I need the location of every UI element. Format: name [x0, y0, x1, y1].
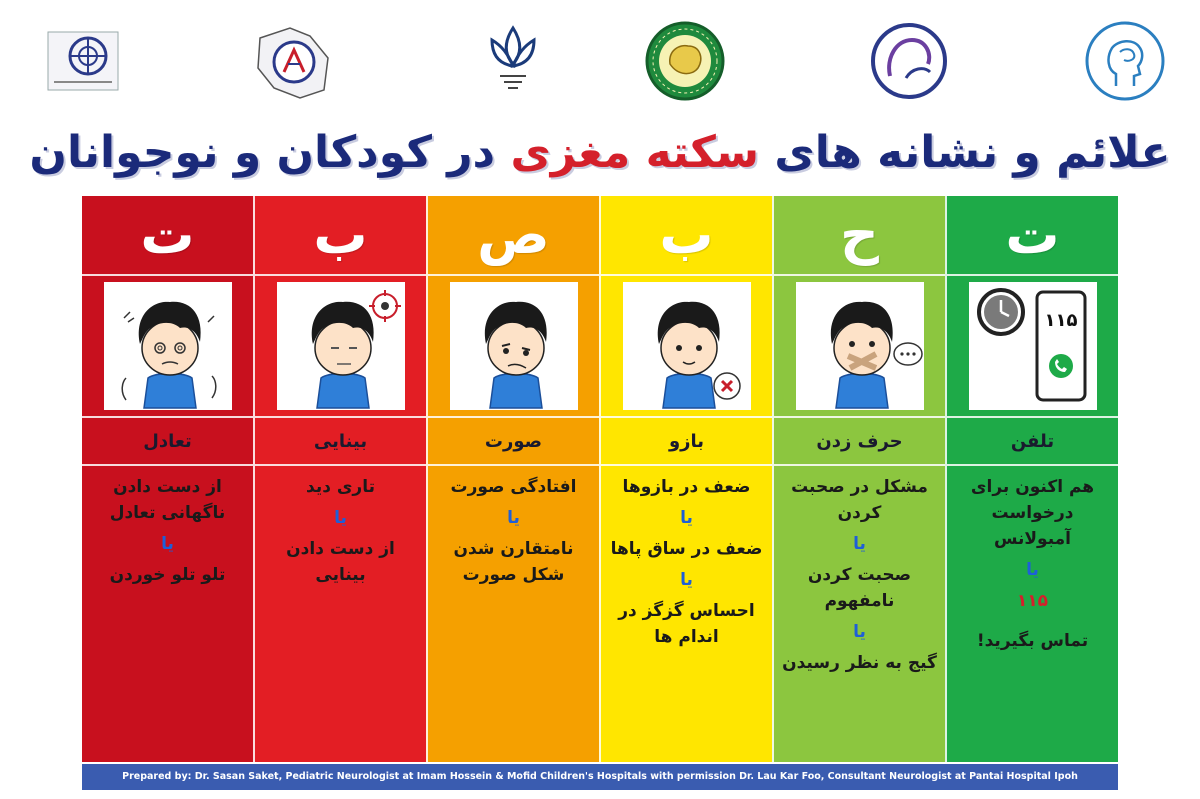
column-letter: ح	[840, 203, 879, 266]
symptom-column	[945, 196, 1118, 762]
logo-strip	[0, 8, 1200, 118]
title-highlight: سکته مغزی	[510, 127, 760, 178]
droopy-face-child-icon	[450, 282, 578, 410]
symptom-line: مشکل در صحبت	[791, 477, 928, 497]
symptom-column	[772, 196, 945, 762]
heading-cell	[255, 418, 426, 466]
letter-cell	[255, 196, 426, 276]
symptom-line: تلو تلو خوردن	[109, 565, 226, 585]
symptom-text	[428, 466, 599, 588]
credits-footer: Prepared by: Dr. Sasan Saket, Pediatric Neurologist at Imam Hossein & Mofid Children's Hospitals with permission Dr. Lau Kar Foo, Consultant Neurologist at Pantai Hospital Ipoh	[82, 764, 1118, 790]
blurry-vision-child-icon	[277, 282, 405, 410]
column-letter: ب	[313, 203, 368, 266]
picture-cell	[774, 276, 945, 418]
picture-cell	[601, 276, 772, 418]
symptom-line: نامتقارن شدن	[453, 539, 574, 559]
letter-cell	[82, 196, 253, 276]
speech-problem-child-icon	[796, 282, 924, 410]
symptom-text	[947, 466, 1118, 654]
symptom-line: افتادگی صورت	[450, 477, 577, 497]
symptom-text	[82, 466, 253, 588]
symptom-line: احساس گزگز در	[618, 601, 755, 621]
symptom-column	[599, 196, 772, 762]
letter-cell	[601, 196, 772, 276]
symptom-line: ۱۱۵	[1016, 591, 1049, 611]
symptom-line: ضعف در بازوها	[622, 477, 751, 497]
symptom-text	[255, 466, 426, 588]
picture-cell	[947, 276, 1118, 418]
weak-arm-child-icon	[623, 282, 751, 410]
or-label: یا	[161, 534, 174, 554]
child-head-emblem-icon	[866, 18, 952, 104]
symptom-line: کردن	[837, 503, 882, 523]
or-label: یا	[334, 508, 347, 528]
symptom-column	[426, 196, 599, 762]
svg-text:۱۱۵: ۱۱۵	[1044, 310, 1077, 331]
brain-society-emblem-icon	[642, 18, 728, 104]
title-part1: علائم و نشانه های	[759, 127, 1171, 178]
picture-cell	[428, 276, 599, 418]
brain-head-emblem-icon	[1082, 18, 1168, 104]
symptom-line: آمبولانس	[993, 529, 1072, 549]
symptom-line: از دست دادن	[286, 539, 395, 559]
column-heading: صورت	[484, 430, 543, 452]
or-label: یا	[507, 508, 520, 528]
picture-cell	[82, 276, 253, 418]
or-label: یا	[680, 570, 693, 590]
symptom-line: اندام ها	[654, 627, 719, 647]
symptom-line: ضعف در ساق پاها	[610, 539, 763, 559]
heading-cell	[947, 418, 1118, 466]
symptom-grid	[82, 196, 1118, 762]
or-label: یا	[853, 622, 866, 642]
heading-cell	[601, 418, 772, 466]
letter-cell	[947, 196, 1118, 276]
or-label: یا	[680, 508, 693, 528]
or-label: یا	[1026, 560, 1039, 580]
symptom-line: هم اکنون برای	[970, 477, 1095, 497]
symptom-line: نامفهوم	[824, 591, 895, 611]
iran-map-emblem-icon	[250, 18, 336, 104]
column-letter: ت	[1005, 203, 1060, 266]
heading-cell	[774, 418, 945, 466]
letter-cell	[774, 196, 945, 276]
university-seal-icon	[40, 18, 126, 104]
column-letter: ب	[659, 203, 714, 266]
title-part2: در کودکان و نوجوانان	[29, 127, 511, 178]
dizzy-child-icon	[104, 282, 232, 410]
or-label: یا	[853, 534, 866, 554]
symptom-column	[82, 196, 253, 762]
heading-cell	[428, 418, 599, 466]
symptom-line: از دست دادن	[113, 477, 222, 497]
symptom-line: تماس بگیرید!	[976, 631, 1089, 651]
column-heading: تعادل	[143, 430, 192, 452]
page-title	[0, 122, 1200, 184]
clock-and-phone-icon	[969, 282, 1097, 410]
column-letter: ت	[140, 203, 195, 266]
symptom-line: گیج به نظر رسیدن	[782, 653, 937, 673]
symptom-line: شکل صورت	[462, 565, 565, 585]
symptom-line: تاری دید	[306, 477, 375, 497]
column-heading: بینایی	[313, 430, 368, 452]
column-heading: بازو	[668, 430, 705, 452]
symptom-text	[601, 466, 772, 650]
picture-cell	[255, 276, 426, 418]
column-heading: حرف زدن	[816, 430, 903, 452]
lotus-emblem-icon	[470, 18, 556, 104]
symptom-line: درخواست	[991, 503, 1074, 523]
heading-cell	[82, 418, 253, 466]
letter-cell	[428, 196, 599, 276]
symptom-line: بینایی	[315, 565, 366, 585]
symptom-line: ناگهانی تعادل	[109, 503, 226, 523]
symptom-line: صحبت کردن	[807, 565, 912, 585]
symptom-text	[774, 466, 945, 676]
symptom-column	[253, 196, 426, 762]
column-letter: ص	[477, 203, 550, 266]
column-heading: تلفن	[1010, 430, 1055, 452]
